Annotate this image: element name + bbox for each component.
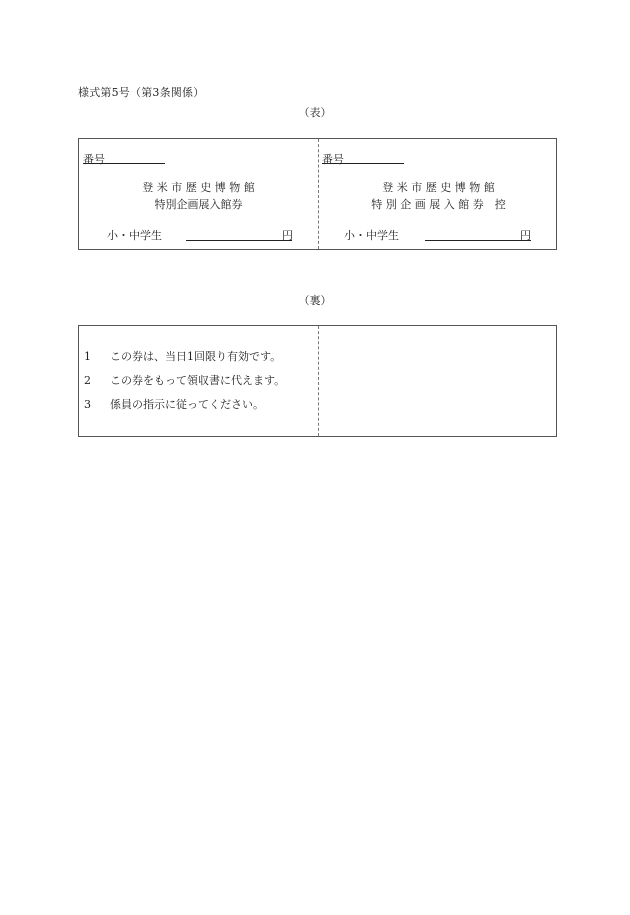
category-label: 小・中学生 (107, 229, 162, 242)
ticket-number-label: 番号 (83, 153, 105, 166)
front-label: （表） (298, 106, 332, 119)
note-3 (84, 396, 264, 412)
currency-label: 円 (282, 229, 293, 242)
ticket-front (78, 138, 557, 250)
stub-museum-name: 登 米 市 歴 史 博 物 館 (382, 181, 495, 194)
back-perforation-line (318, 326, 319, 436)
note-number: 2 (84, 374, 91, 387)
note-text: この券をもって領収書に代えます。 (110, 374, 286, 387)
stub-number-line (322, 163, 404, 164)
note-text: この券は、当日1回限り有効です。 (110, 350, 282, 363)
form-number: 様式第5号（第3条関係） (78, 86, 205, 99)
stub-number-label: 番号 (322, 153, 344, 166)
note-number: 1 (84, 350, 91, 363)
stub-ticket-name: 特 別 企 画 展 入 館 券 控 (371, 198, 506, 211)
note-2 (84, 372, 285, 388)
ticket-number-line (83, 163, 165, 164)
note-text: 係員の指示に従ってください。 (110, 398, 264, 411)
ticket-name: 特別企画展入館券 (154, 198, 243, 211)
note-number: 3 (84, 398, 91, 411)
ticket-back (78, 325, 557, 437)
stub-currency-label: 円 (520, 229, 531, 242)
price-line (186, 240, 292, 241)
stub-price-line (425, 240, 531, 241)
back-label: （裏） (298, 294, 332, 307)
note-1 (84, 348, 281, 364)
stub-category-label: 小・中学生 (344, 229, 399, 242)
museum-name: 登 米 市 歴 史 博 物 館 (142, 181, 255, 194)
